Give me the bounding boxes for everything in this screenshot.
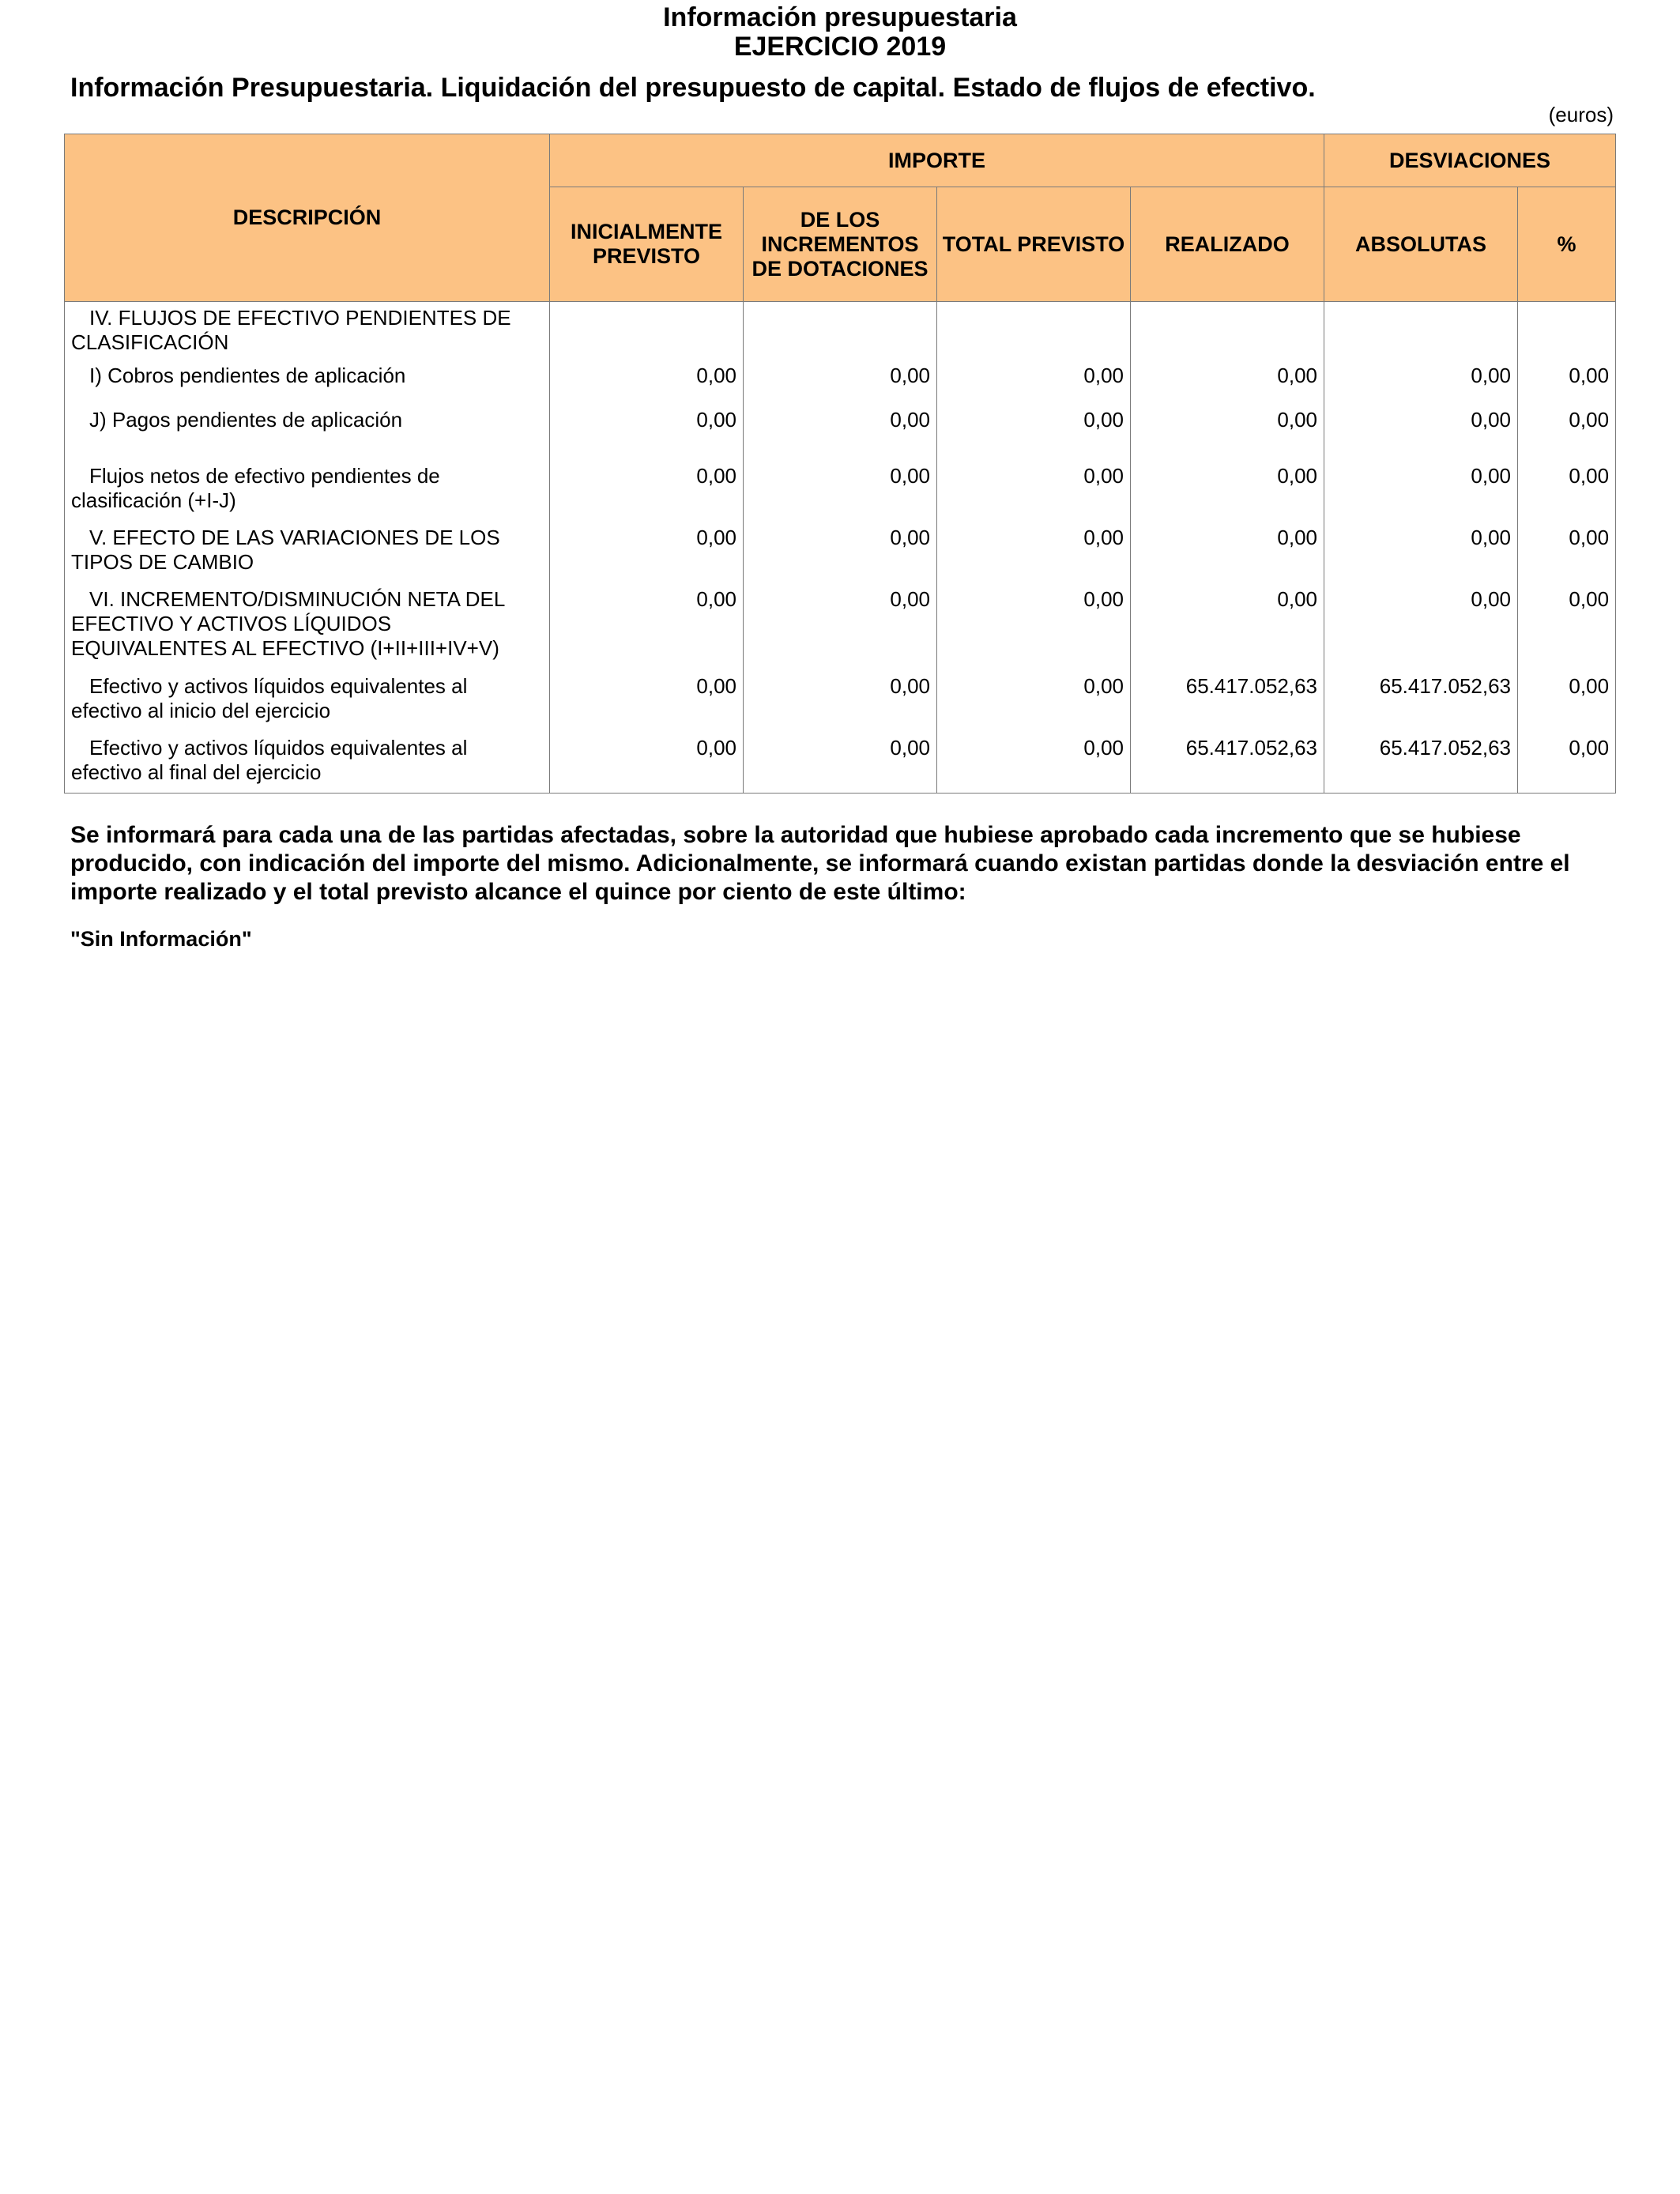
col-header-realizado: REALIZADO bbox=[1131, 187, 1324, 302]
cell-absolutas: 65.417.052,63 bbox=[1324, 670, 1518, 732]
cell-realizado: 0,00 bbox=[1131, 404, 1324, 460]
cell-inicialmente-previsto: 0,00 bbox=[550, 670, 744, 732]
section-subtitle: Información Presupuestaria. Liquidación del presupuesto de capital. Estado de flujos de efectivo. bbox=[70, 73, 1316, 103]
table-row bbox=[65, 522, 1616, 583]
col-header-total-previsto: TOTAL PREVISTO bbox=[937, 187, 1131, 302]
row-description bbox=[65, 360, 550, 404]
cell-porcentaje bbox=[1518, 302, 1616, 360]
cell-total-previsto: 0,00 bbox=[937, 670, 1131, 732]
row-description-text: J) Pagos pendientes de aplicación bbox=[89, 407, 403, 432]
cash-flow-table bbox=[64, 134, 1616, 794]
col-group-desviaciones: DESVIACIONES bbox=[1324, 134, 1616, 187]
row-description-text: V. EFECTO DE LAS VARIACIONES DE LOS TIPOS DE CAMBIO bbox=[71, 525, 500, 574]
cell-inicialmente-previsto: 0,00 bbox=[550, 404, 744, 460]
cell-absolutas: 65.417.052,63 bbox=[1324, 732, 1518, 794]
row-description-text: VI. INCREMENTO/DISMINUCIÓN NETA DEL EFECTIVO Y ACTIVOS LÍQUIDOS EQUIVALENTES AL EFECTIVO (I+II+III+IV+V) bbox=[71, 586, 505, 660]
cell-incrementos: 0,00 bbox=[744, 404, 937, 460]
document-header bbox=[0, 3, 1680, 62]
cell-inicialmente-previsto: 0,00 bbox=[550, 732, 744, 794]
table-row bbox=[65, 404, 1616, 460]
table-row bbox=[65, 460, 1616, 522]
col-header-absolutas: ABSOLUTAS bbox=[1324, 187, 1518, 302]
cell-porcentaje: 0,00 bbox=[1518, 360, 1616, 404]
col-header-descripcion: DESCRIPCIÓN bbox=[65, 134, 550, 302]
cell-inicialmente-previsto bbox=[550, 302, 744, 360]
table-row bbox=[65, 360, 1616, 404]
cell-realizado: 0,00 bbox=[1131, 360, 1324, 404]
cell-inicialmente-previsto: 0,00 bbox=[550, 583, 744, 670]
row-description bbox=[65, 522, 550, 583]
cell-incrementos: 0,00 bbox=[744, 522, 937, 583]
table-row bbox=[65, 302, 1616, 360]
cell-absolutas: 0,00 bbox=[1324, 404, 1518, 460]
cell-absolutas bbox=[1324, 302, 1518, 360]
cell-porcentaje: 0,00 bbox=[1518, 732, 1616, 794]
col-group-importe: IMPORTE bbox=[550, 134, 1324, 187]
units-label: (euros) bbox=[1548, 103, 1614, 126]
row-description bbox=[65, 404, 550, 460]
cell-porcentaje: 0,00 bbox=[1518, 522, 1616, 583]
row-description-text: Efectivo y activos líquidos equivalentes al efectivo al inicio del ejercicio bbox=[71, 673, 468, 722]
col-header-incrementos-dotaciones: DE LOS INCREMENTOS DE DOTACIONES bbox=[744, 187, 937, 302]
cell-total-previsto: 0,00 bbox=[937, 360, 1131, 404]
cell-absolutas: 0,00 bbox=[1324, 522, 1518, 583]
cell-total-previsto: 0,00 bbox=[937, 404, 1131, 460]
col-header-porcentaje: % bbox=[1518, 187, 1616, 302]
cell-absolutas: 0,00 bbox=[1324, 360, 1518, 404]
row-description bbox=[65, 583, 550, 670]
cell-porcentaje: 0,00 bbox=[1518, 404, 1616, 460]
cell-realizado: 0,00 bbox=[1131, 583, 1324, 670]
cell-inicialmente-previsto: 0,00 bbox=[550, 522, 744, 583]
row-description-text: IV. FLUJOS DE EFECTIVO PENDIENTES DE CLASIFICACIÓN bbox=[71, 306, 511, 354]
row-description bbox=[65, 302, 550, 360]
sin-informacion-label: "Sin Información" bbox=[70, 927, 252, 951]
col-header-inicialmente-previsto: INICIALMENTE PREVISTO bbox=[550, 187, 744, 302]
cell-realizado bbox=[1131, 302, 1324, 360]
row-description-text: I) Cobros pendientes de aplicación bbox=[89, 363, 406, 387]
explanatory-note: Se informará para cada una de las partidas afectadas, sobre la autoridad que hubiese aprobado cada incremento que se hubiese producido, con indicación del importe del mismo. Adicionalmente, se informará cuando existan partidas donde la desviación entre el importe realizado y el total previsto alcance el quince por ciento de este último: bbox=[70, 822, 1570, 905]
cell-inicialmente-previsto: 0,00 bbox=[550, 460, 744, 522]
cell-total-previsto bbox=[937, 302, 1131, 360]
table-row bbox=[65, 670, 1616, 732]
cell-porcentaje: 0,00 bbox=[1518, 583, 1616, 670]
document-title: Información presupuestaria bbox=[663, 2, 1017, 32]
row-description bbox=[65, 460, 550, 522]
cell-realizado: 65.417.052,63 bbox=[1131, 670, 1324, 732]
cell-absolutas: 0,00 bbox=[1324, 583, 1518, 670]
exercise-year: EJERCICIO 2019 bbox=[733, 32, 947, 62]
cell-total-previsto: 0,00 bbox=[937, 583, 1131, 670]
cell-realizado: 0,00 bbox=[1131, 460, 1324, 522]
header-row-group bbox=[65, 134, 1616, 187]
cell-incrementos: 0,00 bbox=[744, 583, 937, 670]
cell-realizado: 65.417.052,63 bbox=[1131, 732, 1324, 794]
cell-total-previsto: 0,00 bbox=[937, 732, 1131, 794]
cell-incrementos: 0,00 bbox=[744, 732, 937, 794]
row-description bbox=[65, 732, 550, 794]
cell-incrementos bbox=[744, 302, 937, 360]
cell-total-previsto: 0,00 bbox=[937, 460, 1131, 522]
cell-inicialmente-previsto: 0,00 bbox=[550, 360, 744, 404]
cell-realizado: 0,00 bbox=[1131, 522, 1324, 583]
row-description bbox=[65, 670, 550, 732]
row-description-text: Flujos netos de efectivo pendientes de clasificación (+I-J) bbox=[71, 463, 440, 512]
cell-absolutas: 0,00 bbox=[1324, 460, 1518, 522]
cell-incrementos: 0,00 bbox=[744, 670, 937, 732]
cell-incrementos: 0,00 bbox=[744, 460, 937, 522]
cell-total-previsto: 0,00 bbox=[937, 522, 1131, 583]
table-row bbox=[65, 732, 1616, 794]
cell-porcentaje: 0,00 bbox=[1518, 670, 1616, 732]
cell-porcentaje: 0,00 bbox=[1518, 460, 1616, 522]
table-row bbox=[65, 583, 1616, 670]
row-description-text: Efectivo y activos líquidos equivalentes al efectivo al final del ejercicio bbox=[71, 735, 468, 784]
cell-incrementos: 0,00 bbox=[744, 360, 937, 404]
